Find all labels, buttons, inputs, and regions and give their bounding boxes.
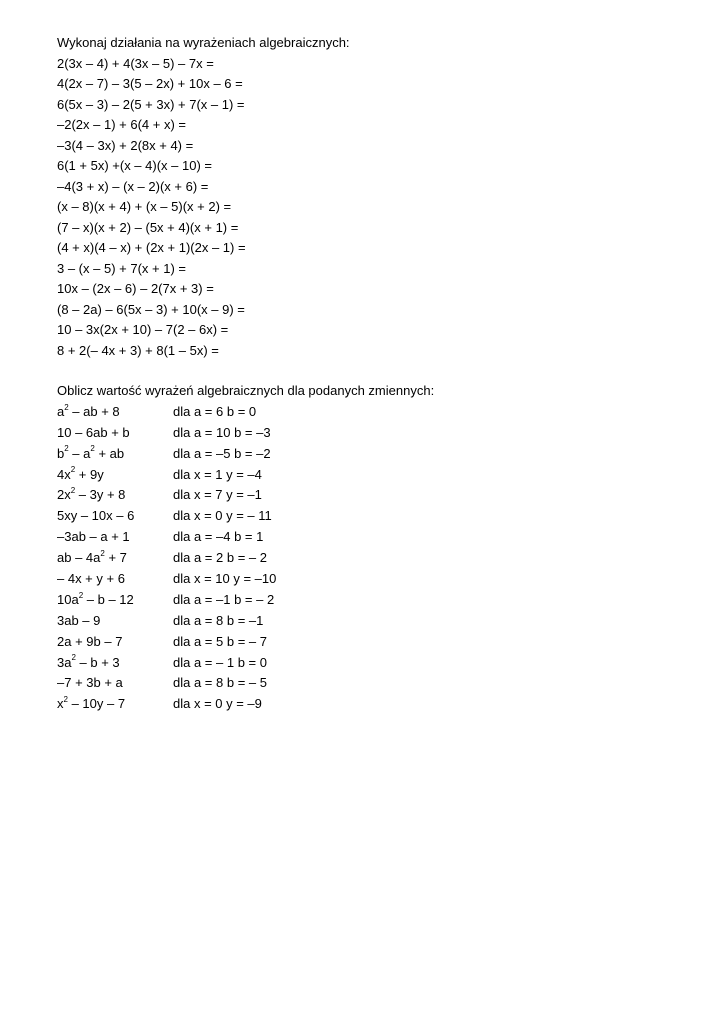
expression-item: 2(3x – 4) + 4(3x – 5) – 7x =	[57, 55, 214, 71]
variable-values: dla a = 8 b = – 5	[173, 675, 267, 691]
algebraic-expression	[57, 653, 173, 674]
evaluation-row	[57, 423, 434, 444]
evaluation-row	[57, 653, 434, 674]
exponent: 2	[90, 444, 95, 454]
expr-part: – ab + 8	[68, 403, 120, 419]
expr-part: – b – 12	[83, 591, 134, 607]
variable-values: dla a = 2 b = – 2	[173, 550, 267, 566]
algebraic-expression	[57, 548, 173, 569]
expr-part: 3a	[57, 654, 72, 670]
expression-item: 4(2x – 7) – 3(5 – 2x) + 10x – 6 =	[57, 76, 243, 91]
expr-part: ab – 4a	[57, 550, 101, 566]
exponent: 2	[64, 402, 69, 412]
algebraic-expression	[57, 569, 173, 590]
expression-item: (4 + x)(4 – x) + (2x + 1)(2x – 1) =	[57, 240, 246, 255]
evaluation-row	[57, 569, 434, 590]
algebraic-expression	[57, 611, 173, 632]
algebraic-expression	[57, 485, 173, 506]
evaluation-row	[57, 694, 434, 715]
evaluation-row	[57, 632, 434, 653]
variable-values: dla a = 8 b = –1	[173, 612, 264, 628]
exponent: 2	[70, 486, 76, 496]
expr-part: 2x	[57, 487, 71, 503]
variable-values: dla x = 10 y = –10	[173, 571, 277, 587]
algebraic-expression	[57, 465, 173, 486]
expression-item: (x – 8)(x + 4) + (x – 5)(x + 2) =	[57, 199, 232, 214]
evaluation-row	[57, 444, 434, 465]
expr-part: –3ab – a + 1	[57, 529, 130, 545]
exponent: 2	[100, 548, 105, 558]
exponent: 2	[70, 465, 76, 475]
expr-part: – b + 3	[75, 654, 120, 670]
expr-part: x	[57, 696, 64, 712]
algebraic-expression	[57, 444, 173, 465]
expr-part: 10a	[57, 591, 79, 607]
variable-values: dla x = 0 y = – 11	[173, 508, 272, 524]
evaluation-row	[57, 590, 434, 611]
expression-item: 6(1 + 5x) +(x – 4)(x – 10) =	[57, 158, 212, 173]
evaluation-section	[57, 381, 434, 715]
variable-values: dla a = –4 b = 1	[173, 529, 264, 545]
expressions-section	[57, 33, 350, 361]
algebraic-expression	[57, 694, 173, 715]
variable-values: dla a = 6 b = 0	[173, 403, 257, 419]
expr-part: – 10y – 7	[67, 696, 126, 712]
evaluation-row	[57, 527, 434, 548]
exponent: 2	[71, 653, 76, 663]
expr-part: – 4x + y + 6	[57, 571, 125, 587]
section-heading: Oblicz wartość wyrażeń algebraicznych dla podanych zmiennych:	[57, 383, 435, 398]
exponent: 2	[78, 590, 84, 600]
expr-part: + ab	[94, 445, 125, 461]
variable-values: dla x = 1 y = –4	[173, 466, 262, 482]
variable-values: dla a = 5 b = – 7	[173, 633, 267, 649]
expression-item: –2(2x – 1) + 6(4 + x) =	[57, 117, 186, 132]
expr-part: 5xy – 10x – 6	[57, 508, 135, 524]
expr-part: + 7	[104, 550, 127, 566]
exponent: 2	[63, 695, 68, 705]
variable-values: dla a = – 1 b = 0	[173, 654, 267, 670]
expression-item: 3 – (x – 5) + 7(x + 1) =	[57, 260, 186, 276]
expression-item: 8 + 2(– 4x + 3) + 8(1 – 5x) =	[57, 342, 219, 358]
variable-values: dla a = 10 b = –3	[173, 424, 271, 440]
variable-values: dla a = –5 b = –2	[173, 445, 271, 461]
expression-item: 10x – (2x – 6) – 2(7x + 3) =	[57, 281, 214, 296]
algebraic-expression	[57, 506, 173, 527]
section-heading: Wykonaj działania na wyrażeniach algebraicznych:	[57, 35, 350, 50]
algebraic-expression	[57, 527, 173, 548]
expr-part: + 9y	[75, 466, 104, 482]
evaluation-row	[57, 548, 434, 569]
algebraic-expression	[57, 402, 173, 423]
exponent: 2	[64, 444, 69, 454]
evaluation-row	[57, 506, 434, 527]
evaluation-row	[57, 465, 434, 486]
expr-part: 3ab – 9	[57, 612, 101, 628]
expression-item: (7 – x)(x + 2) – (5x + 4)(x + 1) =	[57, 219, 239, 235]
evaluation-row	[57, 673, 434, 694]
expr-part: – a	[68, 445, 91, 461]
expression-item: –3(4 – 3x) + 2(8x + 4) =	[57, 137, 194, 153]
variable-values: dla x = 7 y = –1	[173, 487, 262, 503]
variable-values: dla x = 0 y = –9	[173, 696, 262, 712]
algebraic-expression	[57, 673, 173, 694]
expr-part: a	[57, 403, 65, 419]
expr-part: 2a + 9b – 7	[57, 633, 123, 649]
expression-item: 6(5x – 3) – 2(5 + 3x) + 7(x – 1) =	[57, 96, 245, 112]
algebraic-expression	[57, 423, 173, 444]
evaluation-row	[57, 611, 434, 632]
algebraic-expression	[57, 632, 173, 653]
expr-part: 10 – 6ab + b	[57, 424, 130, 440]
expression-item: –4(3 + x) – (x – 2)(x + 6) =	[57, 178, 209, 194]
expr-part: – 3y + 8	[75, 487, 126, 503]
evaluation-row	[57, 485, 434, 506]
expr-part: –7 + 3b + a	[57, 675, 123, 691]
variable-values: dla a = –1 b = – 2	[173, 591, 275, 607]
evaluation-row	[57, 402, 434, 423]
algebraic-expression	[57, 590, 173, 611]
expression-item: 10 – 3x(2x + 10) – 7(2 – 6x) =	[57, 322, 229, 337]
expr-part: 4x	[57, 466, 71, 482]
expression-item: (8 – 2a) – 6(5x – 3) + 10(x – 9) =	[57, 301, 245, 317]
expr-part: b	[57, 445, 65, 461]
